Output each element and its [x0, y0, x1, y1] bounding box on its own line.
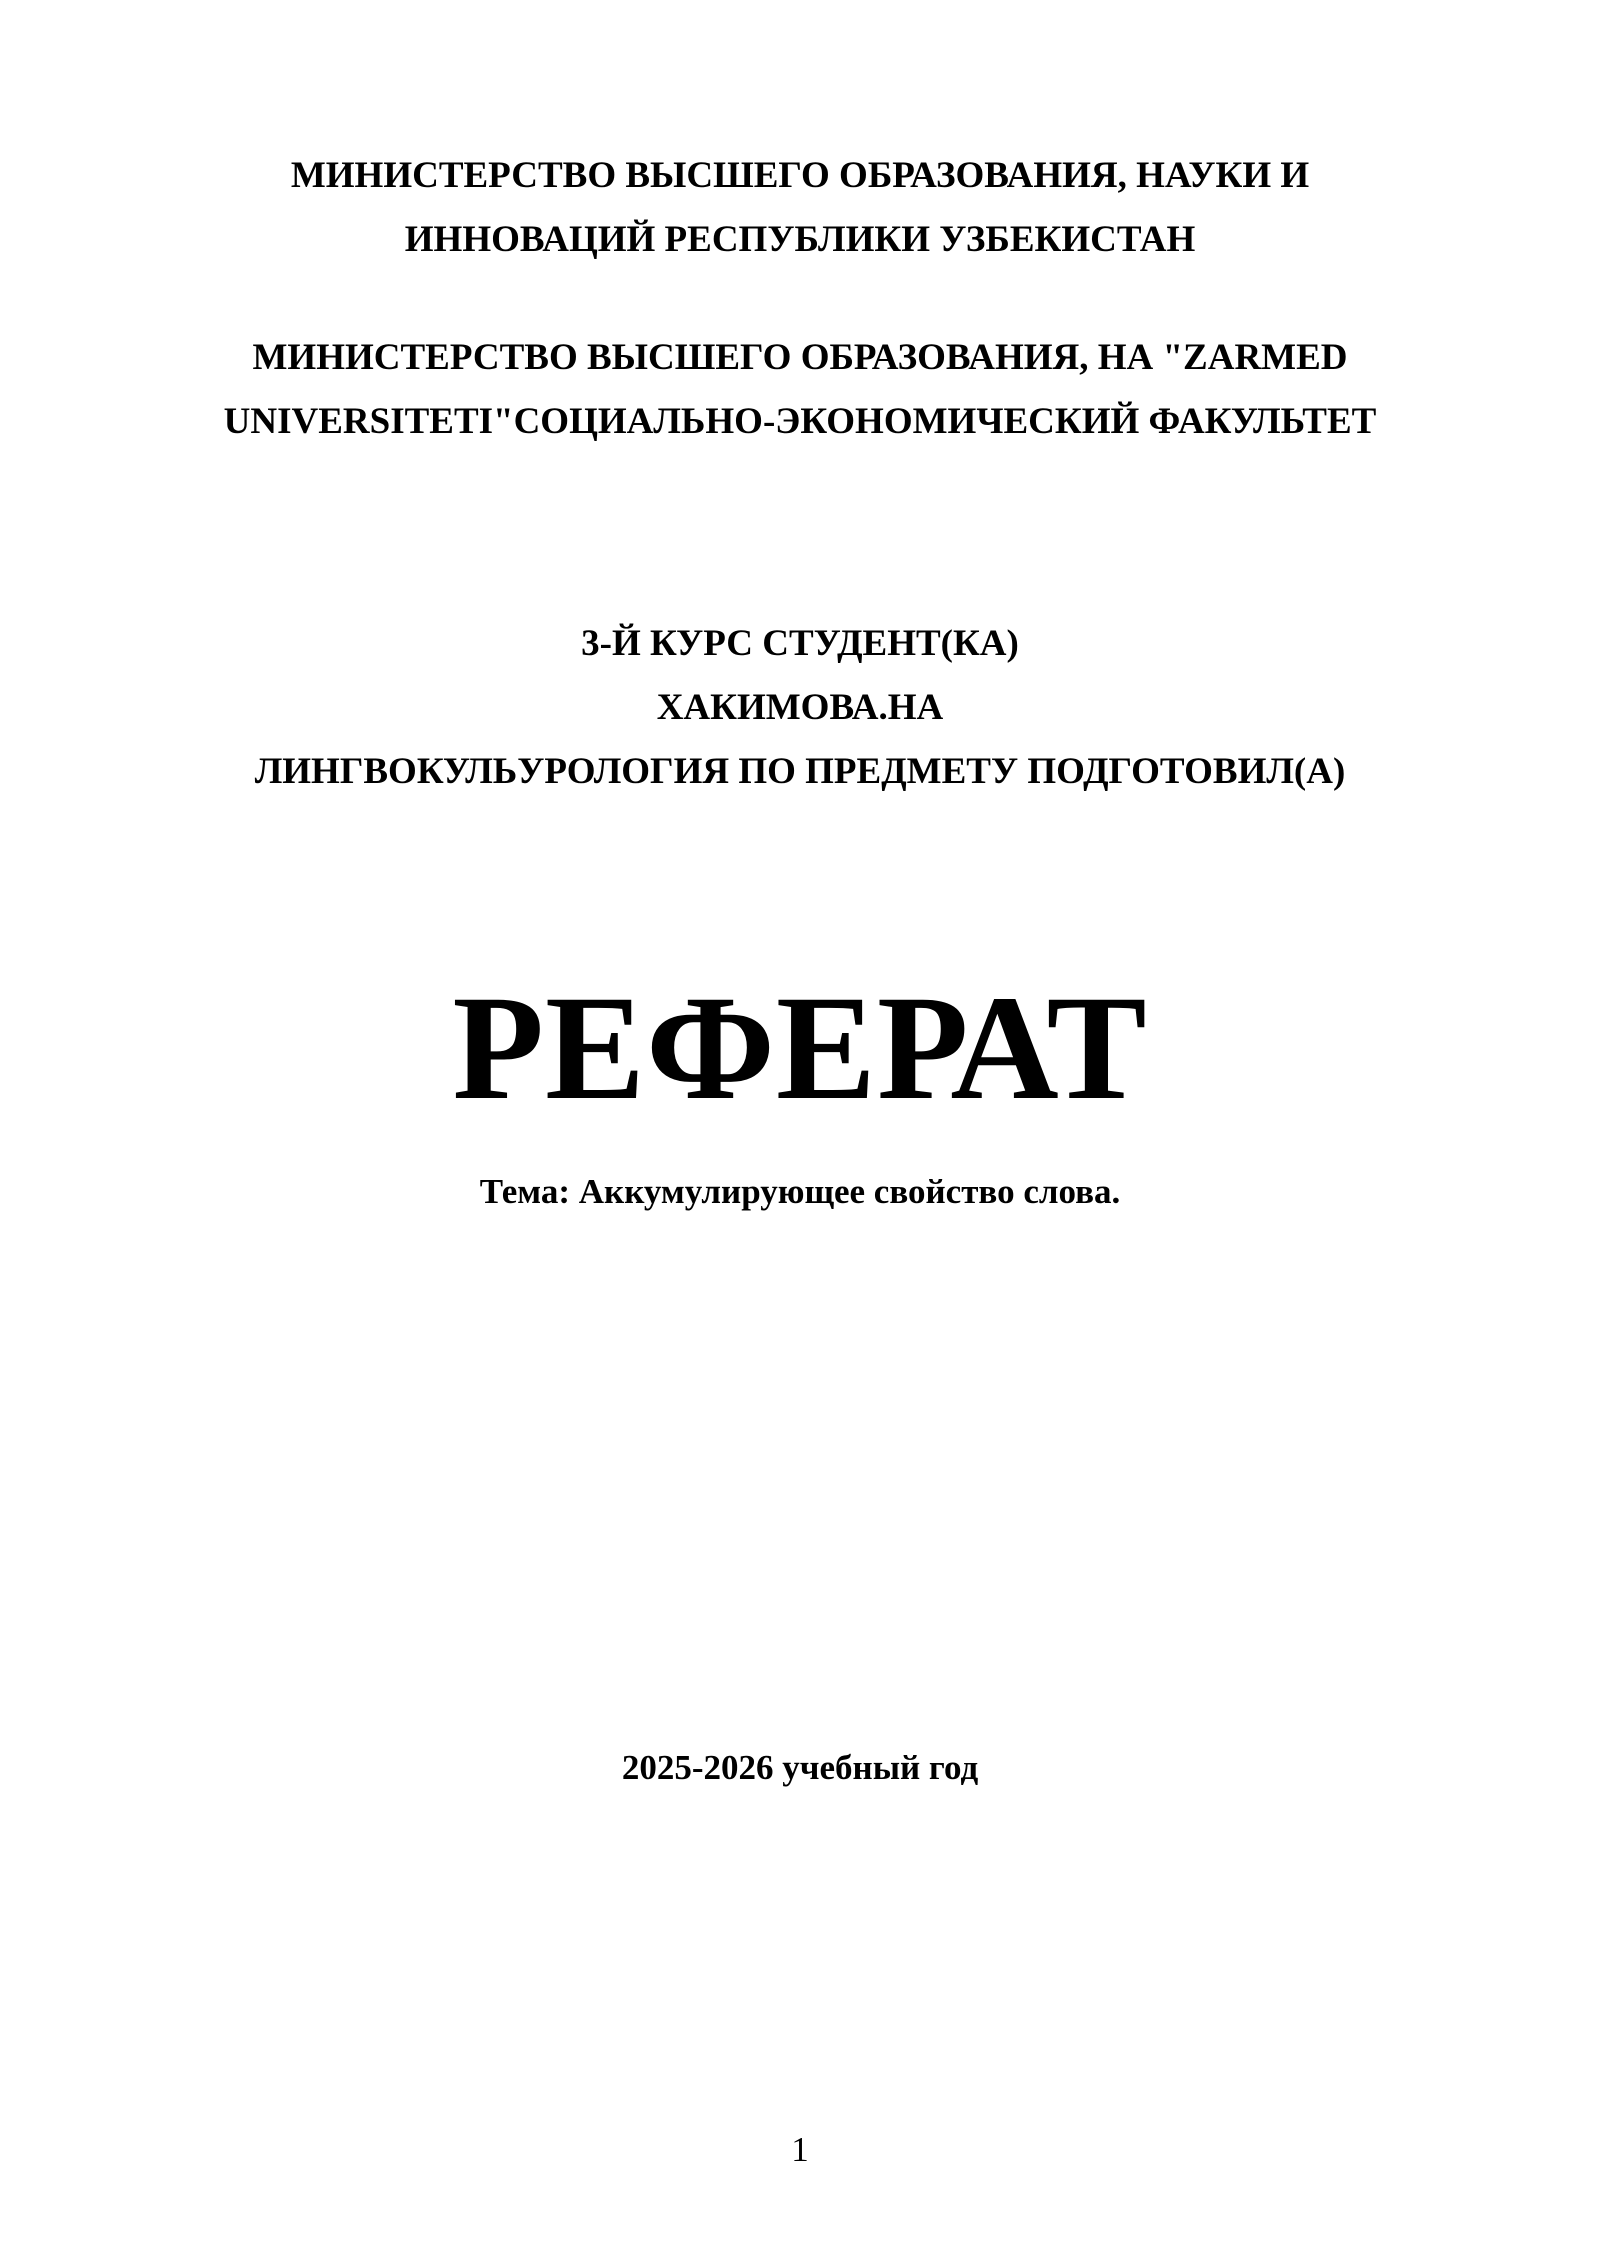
ministry-line-1: МИНИСТЕРСТВО ВЫСШЕГО ОБРАЗОВАНИЯ, НАУКИ И: [290, 155, 1310, 196]
student-course: 3-Й КУРС СТУДЕНТ(КА): [581, 623, 1019, 664]
topic-line: Тема: Аккумулирующее свойство слова.: [479, 1172, 1121, 1211]
student-name: ХАКИМОВА.НА: [656, 687, 944, 728]
subject-line: ЛИНГВОКУЛЬУРОЛОГИЯ ПО ПРЕДМЕТУ ПОДГОТОВИЛ(А): [254, 751, 1346, 792]
academic-year: 2025-2026 учебный год: [621, 1748, 979, 1787]
document-title: РЕФЕРАТ: [452, 965, 1148, 1131]
ministry-line-2: ИННОВАЦИЙ РЕСПУБЛИКИ УЗБЕКИСТАН: [404, 219, 1196, 260]
university-line-1: МИНИСТЕРСТВО ВЫСШЕГО ОБРАЗОВАНИЯ, НА "ZARMED: [252, 337, 1348, 378]
page-number: 1: [791, 2130, 809, 2169]
university-line-2: UNIVERSITETI"СОЦИАЛЬНО-ЭКОНОМИЧЕСКИЙ ФАКУЛЬТЕТ: [223, 401, 1377, 442]
